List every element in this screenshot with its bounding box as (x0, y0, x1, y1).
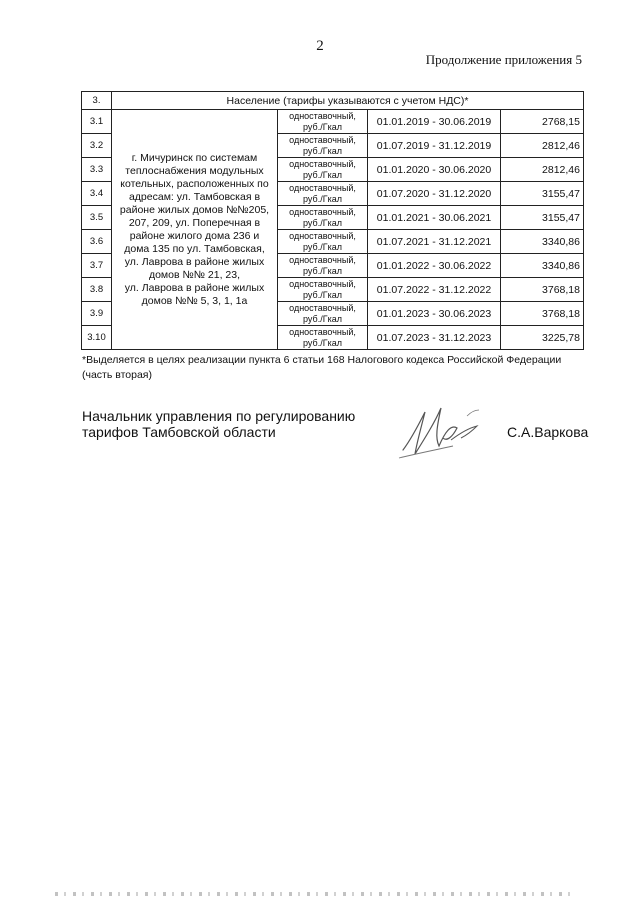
location-line: домов №№ 5, 3, 1, 1а (141, 294, 248, 307)
validity-period: 01.01.2023 - 30.06.2023 (368, 302, 501, 326)
validity-period: 01.07.2019 - 31.12.2019 (368, 134, 501, 158)
section-header-row (82, 92, 584, 110)
signer-title-line: тарифов Тамбовской области (82, 424, 276, 440)
tariff-type-line: одноставочный, (289, 279, 356, 289)
tariff-type-line: одноставочный, (289, 231, 356, 241)
validity-period: 01.01.2021 - 30.06.2021 (368, 206, 501, 230)
footnote-line: *Выделяется в целях реализации пункта 6 статьи 168 Налогового кодекса Российской Федерации (82, 354, 562, 366)
tariff-type-line: одноставочный, (289, 183, 356, 193)
location-line: г. Мичуринск по системам (131, 151, 258, 164)
tariff-type (278, 278, 368, 302)
tariff-unit-line: руб./Гкал (303, 265, 342, 276)
tariff-unit-line: руб./Гкал (303, 193, 342, 204)
tariff-value: 3155,47 (501, 206, 584, 230)
tariff-type (278, 158, 368, 182)
row-number: 3.8 (82, 278, 112, 302)
tariff-type-line: одноставочный, (289, 303, 356, 313)
row-number: 3.7 (82, 254, 112, 278)
tariff-type (278, 254, 368, 278)
row-number: 3.3 (82, 158, 112, 182)
tariff-type (278, 110, 368, 134)
tariff-type (278, 134, 368, 158)
signer-title (82, 408, 355, 440)
tariff-value: 3225,78 (501, 326, 584, 350)
section-number: 3. (82, 92, 112, 110)
validity-period: 01.01.2020 - 30.06.2020 (368, 158, 501, 182)
tariff-type (278, 230, 368, 254)
location-line: теплоснабжения модульных (125, 164, 264, 177)
tariff-value: 3340,86 (501, 230, 584, 254)
tariff-type-line: одноставочный, (289, 207, 356, 217)
signer-title-line: Начальник управления по регулированию (82, 408, 356, 424)
tariff-value: 3768,18 (501, 278, 584, 302)
tariff-value: 2768,15 (501, 110, 584, 134)
location-line: ул. Лаврова в районе жилых (124, 281, 265, 294)
location-line: домов №№ 21, 23, (148, 268, 241, 281)
tariff-type (278, 182, 368, 206)
tariff-type-line: одноставочный, (289, 159, 356, 169)
location-line: ул. Лаврова в районе жилых (124, 255, 265, 268)
tariff-unit-line: руб./Гкал (303, 169, 342, 180)
validity-period: 01.07.2020 - 31.12.2020 (368, 182, 501, 206)
appendix-continuation-label: Продолжение приложения 5 (425, 52, 582, 67)
tariff-type-line: одноставочный, (289, 327, 356, 337)
tariff-unit-line: руб./Гкал (303, 145, 342, 156)
validity-period: 01.07.2021 - 31.12.2021 (368, 230, 501, 254)
validity-period: 01.01.2022 - 30.06.2022 (368, 254, 501, 278)
tariff-unit-line: руб./Гкал (303, 337, 342, 348)
validity-period: 01.01.2019 - 30.06.2019 (368, 110, 501, 134)
scan-artifact (55, 892, 575, 896)
row-number: 3.10 (82, 326, 112, 350)
row-number: 3.2 (82, 134, 112, 158)
validity-period: 01.07.2023 - 31.12.2023 (368, 326, 501, 350)
validity-period: 01.07.2022 - 31.12.2022 (368, 278, 501, 302)
row-number: 3.6 (82, 230, 112, 254)
row-number: 3.5 (82, 206, 112, 230)
tariff-type (278, 206, 368, 230)
tariff-table (81, 91, 584, 350)
footnote (82, 353, 587, 383)
tariff-unit-line: руб./Гкал (303, 313, 342, 324)
tariff-unit-line: руб./Гкал (303, 241, 342, 252)
tariff-value: 2812,46 (501, 158, 584, 182)
tariff-type (278, 302, 368, 326)
tariff-value: 2812,46 (501, 134, 584, 158)
tariff-unit-line: руб./Гкал (303, 289, 342, 300)
location-line: котельных, расположенных по (120, 177, 269, 190)
tariff-type-line: одноставочный, (289, 111, 356, 121)
tariff-row (82, 110, 584, 134)
row-number: 3.9 (82, 302, 112, 326)
location-line: дома 135 по ул. Тамбовская, (124, 242, 265, 255)
location-description (112, 110, 278, 350)
tariff-type-line: одноставочный, (289, 255, 356, 265)
row-number: 3.4 (82, 182, 112, 206)
handwritten-signature (395, 398, 495, 463)
tariff-unit-line: руб./Гкал (303, 217, 342, 228)
tariff-value: 3340,86 (501, 254, 584, 278)
tariff-value: 3155,47 (501, 182, 584, 206)
tariff-value: 3768,18 (501, 302, 584, 326)
tariff-type (278, 326, 368, 350)
footnote-line: (часть вторая) (82, 369, 152, 381)
signer-name: С.А.Варкова (507, 424, 589, 440)
tariff-unit-line: руб./Гкал (303, 121, 342, 132)
tariff-type-line: одноставочный, (289, 135, 356, 145)
location-line: районе жилых домов №№205, (119, 203, 270, 216)
row-number: 3.1 (82, 110, 112, 134)
location-line: районе жилого дома 236 и (129, 229, 260, 242)
section-title: Население (тарифы указываются с учетом НДС)* (112, 92, 584, 110)
location-line: адресам: ул. Тамбовская в (128, 190, 261, 203)
page-number: 2 (316, 38, 324, 54)
location-line: 207, 209, ул. Поперечная в (128, 216, 261, 229)
